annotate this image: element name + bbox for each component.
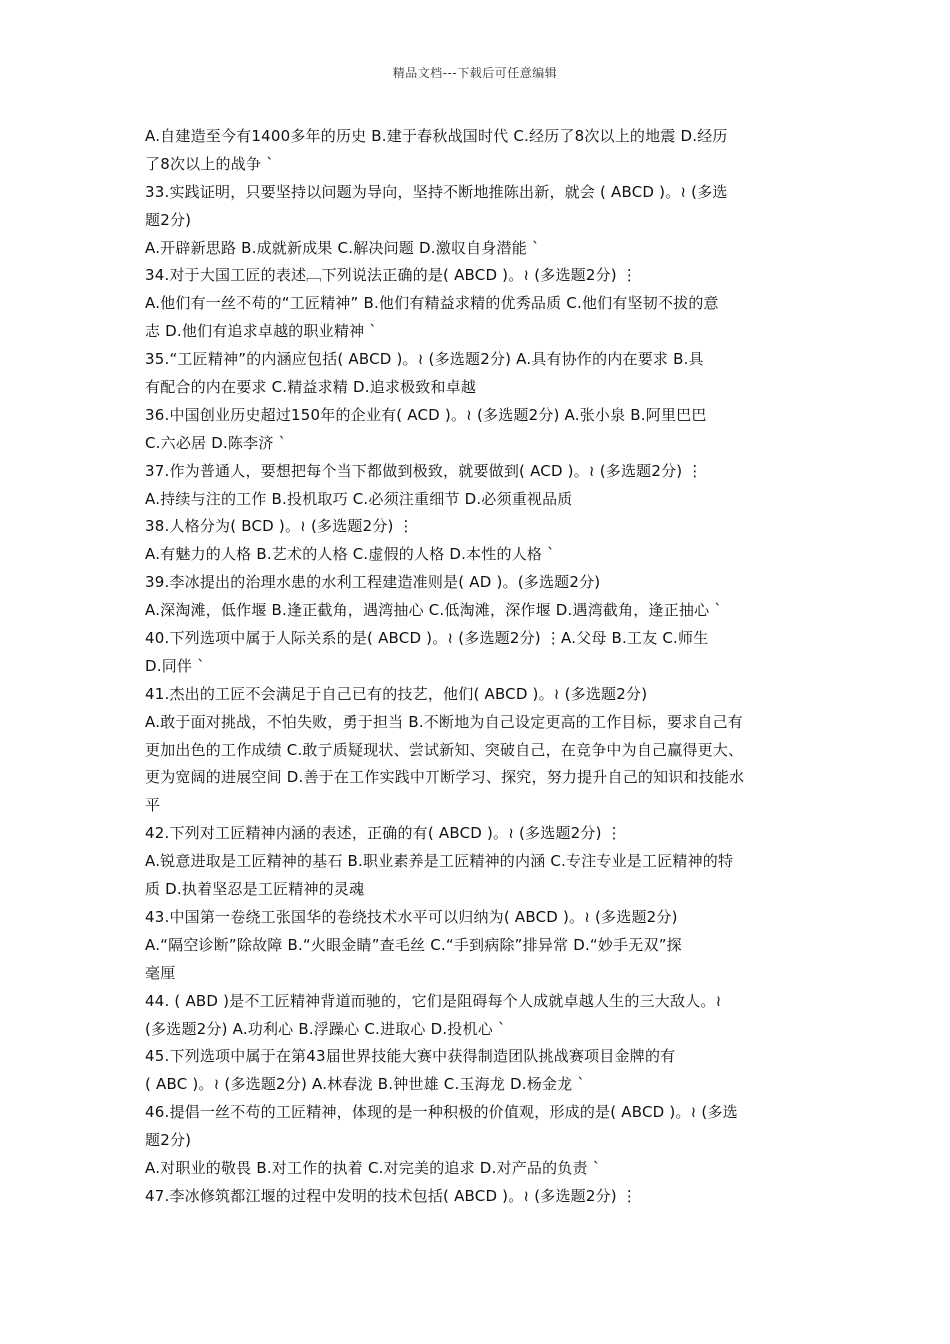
text-line: A.持续与注的工作 B.投机取巧 C.必须注重细节 D.必须重视品质 — [145, 489, 573, 508]
text-line: 43.中国第一卷绕工张国华的卷绕技术水平可以归纳为( ABCD )。≀ (多选题2分) — [145, 907, 678, 926]
text-line: A.敢于面对挑战，不怕失败，勇于担当 B.不断地为自己设定更高的工作目标，要求自己有 — [145, 712, 743, 731]
text-line: 47.李冰修筑都江堰的过程中发明的技术包括( ABCD )。≀ (多选题2分) ⋮ — [145, 1186, 638, 1205]
text-line: 了8次以上的战争 ` — [145, 154, 274, 173]
text-line: ( ABC )。≀ (多选题2分) A.林春泷 B.钟世雄 C.玉海龙 D.杨金龙 ` — [145, 1075, 585, 1094]
text-line: 36.中国创业历史超过150年的企业有( ACD )。≀ (多选题2分) A.张小泉 B.阿里巴巴 — [145, 405, 707, 424]
page-header: 精品文档---下载后可任意编辑 — [392, 66, 558, 80]
text-line: 毫厘 — [145, 963, 176, 982]
text-line: 质 D.执着坚忍是工匠精神的灵魂 — [145, 880, 365, 899]
text-line: 33.实践证明，只要坚持以问题为导向，坚持不断地推陈出新，就会 ( ABCD )。≀ (多选 — [145, 182, 728, 201]
text-line: A.他们有一丝不苟的“工匠精神” B.他们有精益求精的优秀品质 C.他们有坚韧不拔的意 — [145, 294, 719, 313]
text-line: 37.作为普通人，要想把每个当下都做到极致，就要做到( ACD )。≀ (多选题2分) ⋮ — [145, 461, 703, 480]
text-line: 34.对于大国工匠的表述﹇下列说法正确的是( ABCD )。≀ (多选题2分) ⋮ — [145, 266, 638, 285]
text-line: C.六必居 D.陈李济 ` — [145, 433, 287, 452]
text-line: A.开辟新思路 B.成就新成果 C.解决问题 D.激収自身潜能 ` — [145, 238, 540, 257]
text-line: 38.人格分为( BCD )。≀ (多选题2分) ⋮ — [145, 517, 414, 536]
document-body — [145, 123, 810, 1211]
text-line: A.“隔空诊断”除故障 B.“火眼金睛”查毛丝 C.“手到病除”排异常 D.“妙手无双”探 — [145, 935, 682, 954]
text-line: 44. ( ABD )是不工匠精神背道而驰的，它们是阻碍每个人成就卓越人生的三大敌人。≀ — [145, 991, 722, 1010]
text-line: D.同伴 ` — [145, 656, 205, 675]
text-line: A.锐意进取是工匠精神的基石 B.职业素养是工匠精神的内涵 C.专注专业是工匠精神的特 — [145, 852, 734, 871]
text-line: 40.下列选项中属于人际关系的是( ABCD )。≀ (多选题2分) ⋮A.父母 B.工友 C.师生 — [145, 629, 709, 648]
text-line: 46.提倡一丝不苟的工匠精神，体现的是一种积极的价值观，形成的是( ABCD )。≀ (多选 — [145, 1103, 738, 1122]
text-line: 35.“工匠精神”的内涵应包括( ABCD )。≀ (多选题2分) A.具有协作的内在要求 B.具 — [145, 350, 704, 369]
text-line: 志 D.他们有追求卓越的职业精神 ` — [145, 322, 377, 341]
text-line: 平 — [145, 796, 161, 815]
text-line: 更加出色的工作成绩 C.敢亍质疑现状、尝试新知、突破自己，在竞争中为自己赢得更大、 — [145, 740, 744, 759]
text-line: A.深淘滩，低作堰 B.逢正截角，遇湾抽心 C.低淘滩，深作堰 D.遇湾截角，逢正抽心 ` — [145, 601, 722, 620]
text-line: 39.李冰提出的治理水患的水利工程建造准则是( AD )。(多选题2分) — [145, 573, 601, 592]
text-line: 45.下列选项中属于在第43届世界技能大赛中获得制造团队挑战赛项目金牌的有 — [145, 1047, 676, 1066]
text-line: A.对职业的敬畏 B.对工作的执着 C.对完美的追求 D.对产品的负责 ` — [145, 1158, 601, 1177]
text-line: 更为宽阔的进展空间 D.善于在工作实践中丌断学习、探究，努力提升自己的知识和技能水 — [145, 768, 745, 787]
text-line: 题2分) — [145, 1131, 192, 1150]
text-line: A.自建造至今有1400多年的历史 B.建于春秋战国时代 C.经历了8次以上的地震 D.经历 — [145, 127, 728, 145]
text-line: 有配合的内在要求 C.精益求精 D.追求极致和卓越 — [145, 378, 477, 397]
text-line: 42.下列对工匠精神内涵的表述，正确的有( ABCD )。≀ (多选题2分) ⋮ — [145, 824, 622, 843]
text-line: (多选题2分) A.功利心 B.浮躁心 C.进取心 D.投机心 ` — [145, 1019, 506, 1038]
text-line: 41.杰出的工匠不会满足于自己已有的技艺，他们( ABCD )。≀ (多选题2分) — [145, 684, 648, 703]
text-line: 题2分) — [145, 210, 192, 229]
text-line: A.有魅力的人格 B.艺术的人格 C.虚假的人格 D.本性的人格 ` — [145, 545, 555, 564]
